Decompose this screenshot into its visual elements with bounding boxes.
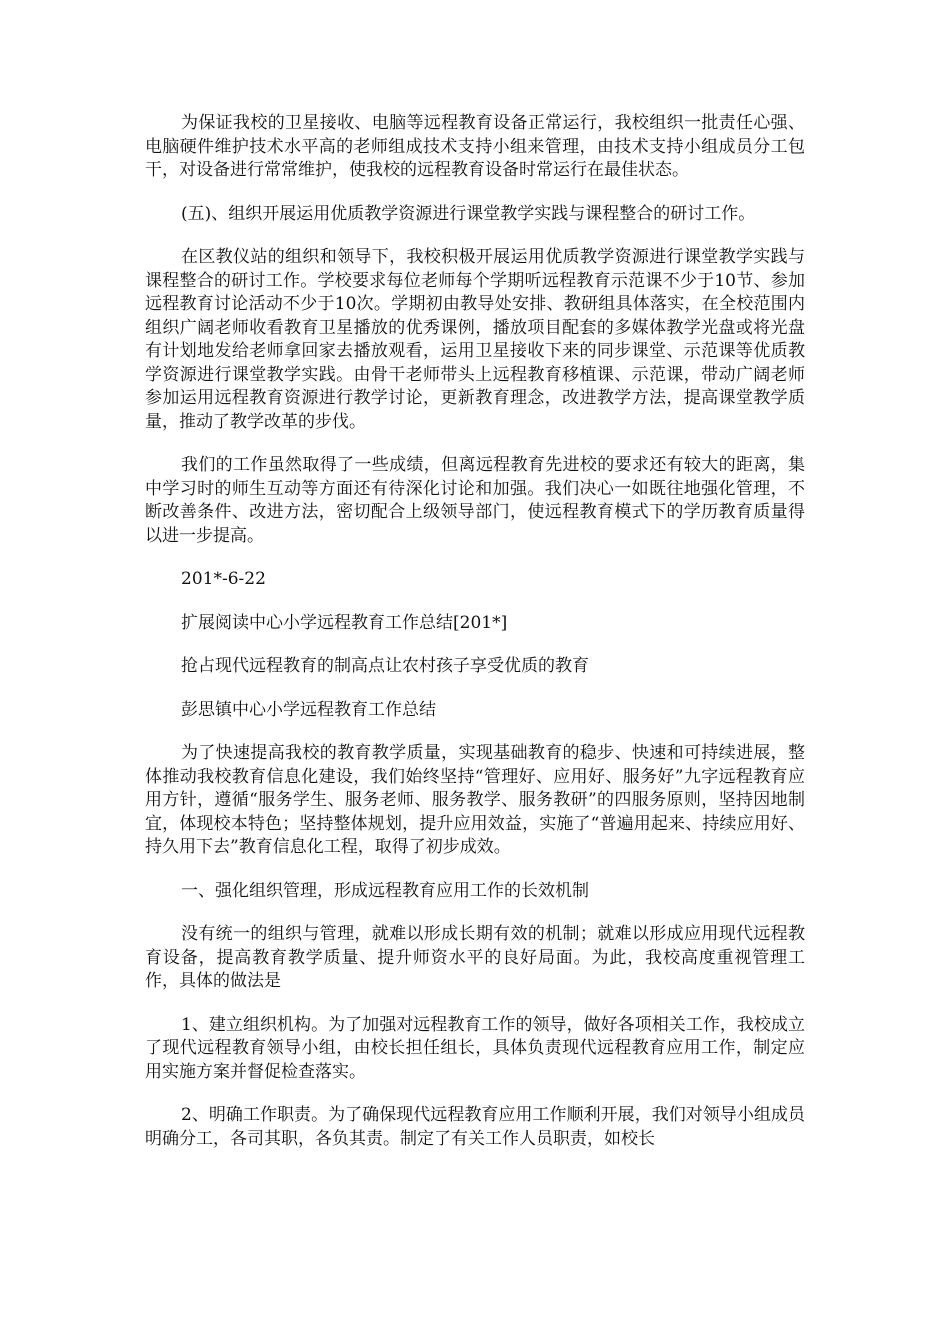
paragraph-conclusion: 我们的工作虽然取得了一些成绩，但离远程教育先进校的要求还有较大的距离，集中学习时的师生互动等方面还有待深化讨论和加强。我们决心一如既往地强化管理，不断改善条件、改进方法，密切配合上级领导部门，使远程教育模式下的学历教育质量得以进一步提高。 [145, 455, 805, 546]
paragraph-item-two: 2、明确工作职责。为了确保现代远程教育应用工作顺利开展，我们对领导小组成员明确分工，各司其职，各负其责。制定了有关工作人员职责，如校长 [145, 1105, 805, 1149]
article-subtitle: 彭思镇中心小学远程教育工作总结 [181, 699, 436, 720]
section-heading-five: (五)、组织开展运用优质教学资源进行课堂教学实践与课程整合的研讨工作。 [181, 203, 756, 224]
extended-reading-title: 扩展阅读中心小学远程教育工作总结[201*] [181, 612, 508, 633]
document-date: 201*-6-22 [181, 569, 266, 589]
section-heading-one: 一、强化组织管理，形成远程教育应用工作的长效机制 [181, 880, 589, 901]
paragraph-introduction: 为了快速提高我校的教育教学质量，实现基础教育的稳步、快速和可持续进展，整体推动我校教育信息化建设，我们始终坚持“管理好、应用好、服务好”九字远程教育应用方针，遵循“服务学生、服务老师、服务教学、服务教研”的四服务原则，坚持因地制宜，体现校本特色；坚持整体规划，提升应用效益，实施了“普遍用起来、持续应用好、持久用下去”教育信息化工程，取得了初步成效。 [145, 743, 805, 857]
paragraph-teaching-research: 在区教仪站的组织和领导下，我校积极开展运用优质教学资源进行课堂教学实践与课程整合的研讨工作。学校要求每位老师每个学期听远程教育示范课不少于10节、参加远程教育讨论活动不少于10次。学期初由教导处安排、教研组具体落实，在全校范围内组织广阔老师收看教育卫星播放的优秀课例，播放项目配套的多媒体教学光盘或将光盘有计划地发给老师拿回家去播放观看，运用卫星接收下来的同步课堂、示范课等优质教学资源进行课堂教学实践。由骨干老师带头上远程教育移植课、示范课，带动广阔老师参加运用远程教育资源进行教学讨论，更新教育理念，改进教学方法，提高课堂教学质量，推动了教学改革的步伐。 [145, 247, 805, 432]
paragraph-item-one: 1、建立组织机构。为了加强对远程教育工作的领导，做好各项相关工作，我校成立了现代远程教育领导小组，由校长担任组长，具体负责现代远程教育应用工作，制定应用实施方案并督促检查落实。 [145, 1014, 805, 1082]
article-headline: 抢占现代远程教育的制高点让农村孩子享受优质的教育 [181, 656, 589, 676]
paragraph-management: 没有统一的组织与管理，就难以形成长期有效的机制；就难以形成应用现代远程教育设备，提高教育教学质量、提升师资水平的良好局面。为此，我校高度重视管理工作，具体的做法是 [145, 924, 805, 991]
document-page [145, 112, 805, 1171]
paragraph-equipment-maintenance: 为保证我校的卫星接收、电脑等远程教育设备正常运行，我校组织一批责任心强、电脑硬件维护技术水平高的老师组成技术支持小组来管理，由技术支持小组成员分工包干，对设备进行常常维护，使我校的远程教育设备时常运行在最佳状态。 [145, 113, 805, 180]
